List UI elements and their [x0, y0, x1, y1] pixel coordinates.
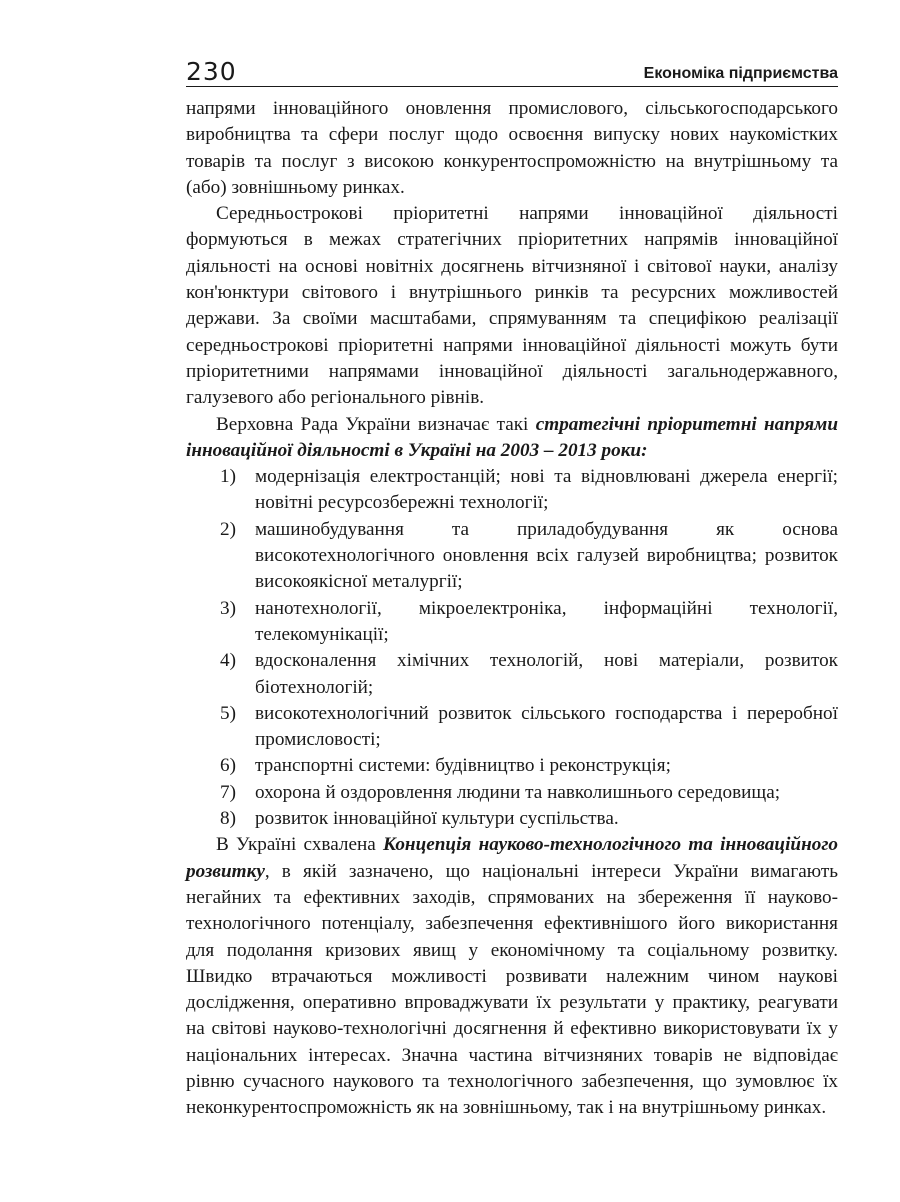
paragraph-continuation: напрями інноваційного оновлення промислового, сільськогосподарського виробництва та сфери послуг щодо освоєння випуску нових наукомістких товарів та послуг з високою конкурентоспроможністю на внутрішньому та (або) зовнішньому ринках. [186, 98, 838, 198]
emphasized-term: Концепція науково-технологічного та інноваційного розвитку [186, 834, 838, 882]
list-item-text: розвиток інноваційної культури суспільства. [255, 808, 619, 830]
list-item [186, 464, 838, 517]
list-item-text: транспортні системи: будівництво і реконструкція; [255, 755, 671, 777]
priority-list [186, 464, 838, 832]
list-item-number: 3) [220, 597, 236, 619]
list-item-number: 6) [220, 755, 236, 777]
list-item-number: 1) [220, 466, 236, 488]
list-item-text: нанотехнології, мікроелектроніка, інформаційні технології, телекомунікації; [255, 597, 838, 645]
list-item-number: 4) [220, 650, 236, 672]
list-item-text: високотехнологічний розвиток сільського господарства і переробної промисловості; [255, 702, 838, 751]
page-header [186, 58, 838, 87]
paragraph-intro-text: Верховна Рада України визначає такі [216, 413, 536, 435]
paragraph-medium-term-priorities: Середньострокові пріоритетні напрями інноваційної діяльності формуються в межах стратегічних пріоритетних напрямів інноваційної діяльності на основі новітніх досягнень вітчизняної і світової науки, аналізу кон'юнктури світового і внутрішнього ринків та ресурсних можливостей держави. За своїми масштабами, спрямуванням та специфікою реалізації середньострокові пріоритетні напрями інноваційної діяльності можуть бути пріоритетними напрямами інноваційної діяльності загальнодержавного, галузевого або регіонального рівнів. [186, 203, 838, 409]
list-item [186, 648, 838, 701]
list-item-text: машинобудування та приладобудування як основа високотехнологічного оновлення всіх галузей виробництва; розвиток високоякісної металургії; [255, 518, 838, 593]
paragraph-intro-text: В Україні схвалена [216, 834, 384, 856]
list-item [186, 780, 838, 806]
list-item-number: 8) [220, 808, 236, 830]
list-item [186, 517, 838, 596]
list-item-number: 5) [220, 702, 236, 724]
list-item-text: вдосконалення хімічних технологій, нові матеріали, розвиток біотехнологій; [255, 650, 838, 698]
paragraph-strategic-priorities [186, 412, 838, 465]
list-item [186, 701, 838, 754]
list-item [186, 753, 838, 779]
list-item-number: 2) [220, 518, 236, 540]
paragraph-rest-text: , в якій зазначено, що національні інтереси України вимагають негайних та ефективних заходів, спрямованих на збереження її науково-технологічного потенціалу, забезпечення ефективнішого його використання для подолання кризових явищ у економічному та соціальному розвитку. Швидко втрачаються можливості розвивати належним чином наукові дослідження, оперативно впроваджувати їх результати у практику, реагувати на світові науково-технологічні досягнення й ефективно використовувати їх у національних інтересах. Значна частина вітчизняних товарів не відповідає рівню сучасного наукового та технологічного забезпечення, що зумовлює їх неконкурентоспроможність як на зовнішньому, так і на внутрішньому ринках. [186, 860, 838, 1119]
list-item-text: охорона й оздоровлення людини та навколишнього середовища; [255, 781, 781, 803]
body-text [186, 96, 838, 1122]
page-number: 230 [186, 57, 237, 86]
list-item [186, 806, 838, 832]
emphasized-term: стратегічні пріоритетні напрями інноваційної діяльності в Україні на 2003 – 2013 роки: [186, 413, 838, 461]
list-item-number: 7) [220, 781, 236, 803]
list-item-text: модернізація електростанцій; нові та відновлювані джерела енергії; новітні ресурсозбережні технології; [255, 466, 838, 514]
list-item [186, 596, 838, 649]
running-title: Економіка підприємства [643, 65, 838, 82]
paragraph-concept [186, 832, 838, 1121]
